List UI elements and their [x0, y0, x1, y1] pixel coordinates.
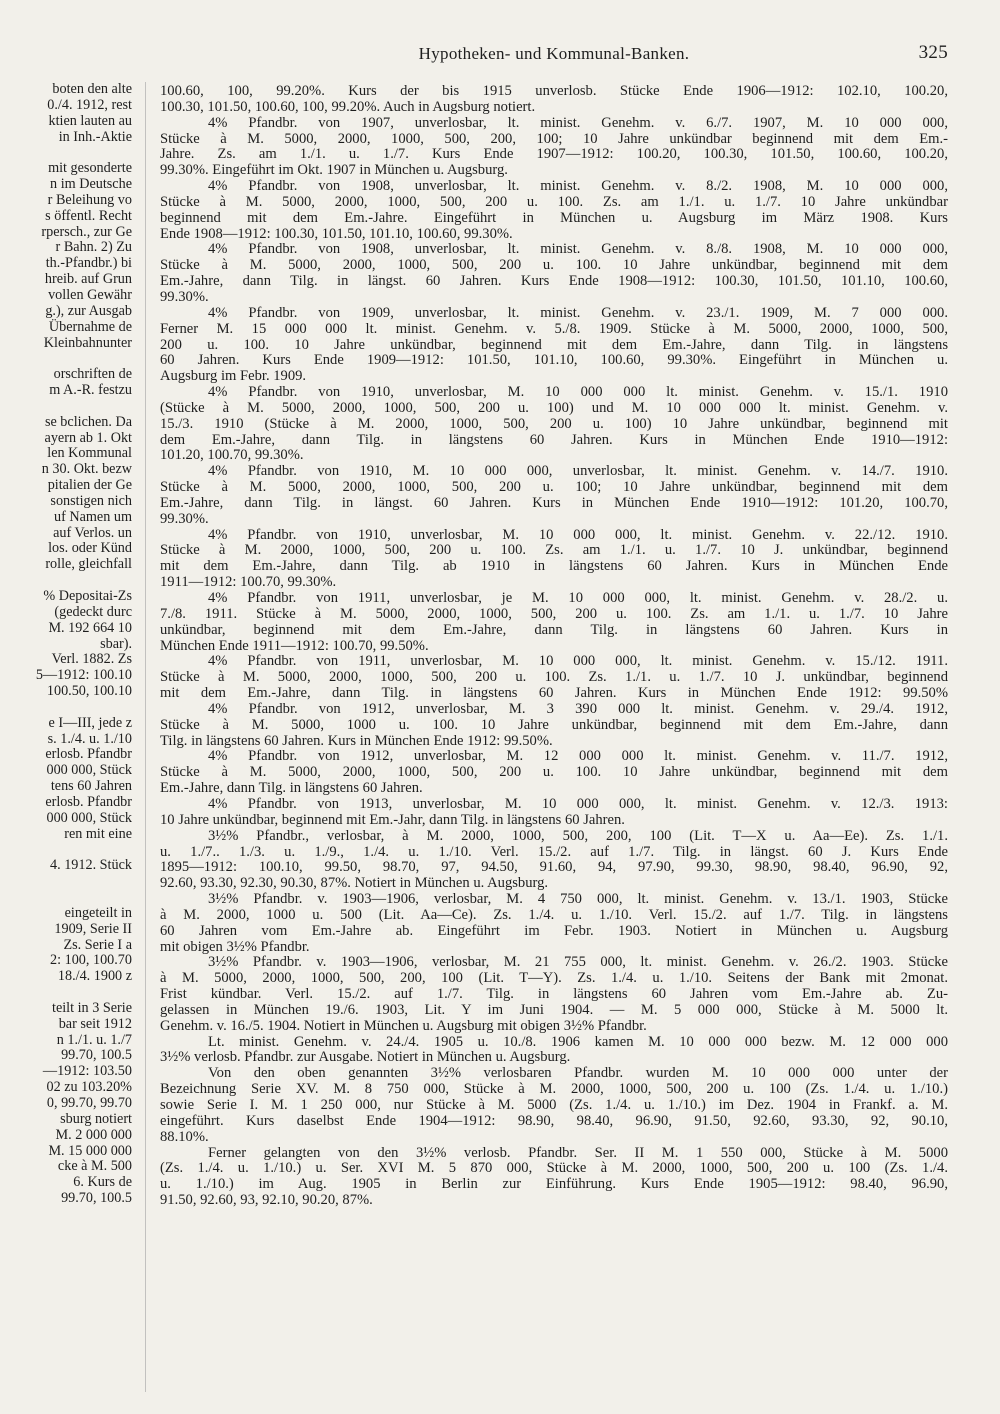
fragment-line: pitalien der Ge: [47, 477, 132, 494]
fragment-line: 0, 99.70, 99.70: [46, 1095, 132, 1111]
text-line: Ferner gelangten von den 3½% verlosb. Pfandbr. Ser. II M. 1 550 000, Stücke à M. 5000: [208, 1145, 948, 1161]
fragment-line: 100.50, 100.10: [46, 683, 132, 700]
fragment-line: r Beleihung vo: [47, 191, 132, 208]
text-line: Ende 1908—1912: 100.30, 101.50, 101.10, 100.60, 99.30%.: [160, 226, 513, 242]
fragment-line: [0, 874, 136, 890]
fragment-line: sburg notiert: [60, 1110, 132, 1127]
text-line: à M. 5000, 2000, 1000, 500, 200, 100 (Lit. T—Y). Zs. 1./4. u. 1./10. Seitens der Bank mit 2monat.: [160, 971, 948, 987]
text-line: dem Em.-Jahre, dann Tilg. in längstens 60 Jahren. Kurs in München Ende 1910—1912:: [160, 432, 948, 448]
text-line: 10 Jahre unkündbar, beginnend mit Em.-Jahr, dann Tilg. in längstens 60 Jahren.: [160, 812, 625, 828]
text-line: 4% Pfandbr. von 1912, unverlosbar, M. 3 390 000 lt. minist. Genehm. v. 29./4. 1912,: [208, 701, 948, 717]
fragment-line: [0, 573, 136, 589]
text-line: Bezeichnung Serie XV. M. 8 750 000, Stücke à M. 2000, 1000, 500, 200 u. 100 (Zs. 1./4. u. 1./10.): [160, 1082, 948, 1098]
fragment-line: boten den alte: [52, 82, 132, 97]
fragment-line: Verl. 1882. Zs: [51, 651, 132, 668]
text-line: 60 Jahren vom Em.-Jahre ab. Eingeführt im Febr. 1903. Notiert in München u. Augsburg: [160, 923, 948, 939]
text-line: Em.-Jahre, dann Tilg. in längstens 60 Jahren.: [160, 781, 423, 797]
text-line: mit dem Em.-Jahre, dann Tilg. ab 1910 in längstens 60 Jahren. Kurs in München Ende: [160, 559, 948, 575]
fragment-line: [0, 700, 136, 716]
text-line: unkündbar, beginnend mit dem Em.-Jahre, dann Tilg. in längstens 60 Jahren. Kurs in: [160, 622, 948, 638]
text-line: 101.20, 100.70, 99.30%.: [160, 448, 304, 464]
text-line: 1895—1912: 100.10, 99.50, 98.70, 97, 94.50, 91.60, 94, 97.90, 99.30, 98.90, 98.40, 96.90, 92,: [160, 860, 948, 876]
fragment-line: —1912: 103.50: [42, 1063, 132, 1080]
fragment-line: len Kommunal: [47, 445, 132, 462]
fragment-line: teilt in 3 Serie: [52, 999, 132, 1016]
text-line: 200 u. 100. 10 Jahre unkündbar, beginnend mit dem Em.-Jahre, dann Tilg. in längstens: [160, 337, 948, 353]
text-line: Augsburg im Febr. 1909.: [160, 369, 307, 385]
fragment-line: 0./4. 1912, rest: [47, 96, 132, 113]
text-line: Frist kündbar. Verl. 15./2. auf 1./7. Tilg. in längstens 60 Jahren vom Em.-Jahre ab. Zu-: [160, 987, 948, 1003]
fragment-line: th.-Pfandbr.) bi: [45, 255, 132, 272]
text-line: 99.30%.: [160, 511, 209, 527]
page-title: Hypotheken- und Kommunal-Banken.: [418, 44, 690, 63]
text-line: beginnend mit dem Em.-Jahre. Eingeführt in München u. Augsburg im März 1908. Kurs: [160, 210, 948, 226]
text-line: 4% Pfandbr. von 1908, unverlosbar, lt. minist. Genehm. v. 8./2. 1908, M. 10 000 000,: [208, 179, 948, 195]
text-line: 3½% Pfandbr. v. 1903—1906, verlosbar, M. 21 755 000, lt. minist. Genehm. v. 26./2. 1903. Stücke: [208, 955, 948, 971]
fragment-line: 5—1912: 100.10: [35, 667, 132, 684]
fragment-line: M. 15 000 000: [48, 1142, 132, 1159]
fragment-line: ktien lauten au: [48, 112, 132, 129]
text-line: 7./8. 1911. Stücke à M. 5000, 2000, 1000, 500, 200 u. 100. Zs. am 1./1. u. 1./7. 10 Jahre: [160, 606, 948, 622]
text-line: 15./3. 1910 (Stücke à M. 2000, 1000, 500, 200 u. 100) 10 Jahre unkündbar, beginnend mit: [160, 416, 948, 432]
text-line: 4% Pfandbr. von 1910, M. 10 000 000, unverlosbar, lt. minist. Genehm. v. 14./7. 1910.: [208, 464, 948, 480]
fragment-line: r Bahn. 2) Zu: [55, 239, 132, 256]
text-line: 4% Pfandbr. von 1913, unverlosbar, M. 10 000 000, lt. minist. Genehm. v. 12./3. 1913:: [208, 796, 948, 812]
fragment-line: mit gesonderte: [48, 160, 132, 177]
text-line: u. 1./10.) im Aug. 1905 in Berlin zur Einführung. Kurs Ende 1905—1912: 98.40, 96.90,: [160, 1177, 948, 1193]
fragment-line: [0, 145, 136, 161]
text-line: Jahre. Zs. am 1./1. u. 1./7. Kurs Ende 1907—1912: 100.20, 100.30, 101.50, 100.60, 100.20,: [160, 147, 948, 163]
fragment-line: 1909, Serie II: [54, 920, 132, 937]
fragment-line: cke à M. 500: [57, 1158, 132, 1175]
text-line: 4% Pfandbr. von 1909, unverlosbar, lt. minist. Genehm. v. 23./1. 1909, M. 7 000 000.: [208, 305, 948, 321]
text-line: 3½% verlosb. Pfandbr. zur Ausgabe. Notiert in München u. Augsburg.: [160, 1050, 571, 1066]
fragment-line: ren mit eine: [64, 825, 132, 842]
fragment-line: sbar).: [100, 635, 132, 652]
fragment-line: 99.70, 100.5: [61, 1190, 132, 1207]
page-number: 325: [918, 42, 948, 63]
fragment-line: e I—III, jede z: [48, 714, 132, 731]
text-line: eingeführt. Kurs daselbst Ende 1904—1912: 98.90, 98.40, 96.90, 91.50, 92.60, 93.30, 92, 90.10,: [160, 1113, 948, 1129]
text-line: gelassen in München 19./6. 1903, Lit. Y im Juni 1904. — M. 5 000 000, Stücke à M. 5000 lt.: [160, 1002, 948, 1018]
gutter-divider: [145, 82, 146, 1392]
text-line: Stücke à M. 5000, 2000, 1000, 500, 200 u. 100. 10 Jahre unkündbar, beginnend mit dem: [160, 765, 948, 781]
text-line: München Ende 1911—1912: 100.70, 99.50%.: [160, 638, 429, 654]
fragment-line: [0, 399, 136, 415]
fragment-line: n 1./1. u. 1./7: [56, 1031, 132, 1048]
text-line: 4% Pfandbr. von 1911, unverlosbar, M. 10 000 000, lt. minist. Genehm. v. 15./12. 1911.: [208, 654, 948, 670]
fragment-line: vollen Gewähr: [48, 286, 132, 303]
text-line: mit obigen 3½% Pfandbr.: [160, 939, 310, 955]
text-line: 88.10%.: [160, 1129, 209, 1145]
fragment-line: sonstigen nich: [50, 492, 132, 509]
text-line: Stücke à M. 2000, 1000, 500, 200 u. 100. Zs. am 1./1. u. 1./7. 10 J. unkündbar, beginnend: [160, 543, 948, 559]
text-line: à M. 2000, 1000 u. 500 (Lit. Aa—Ce). Zs. 1./4. u. 1./10. Verl. 15./2. auf 1./7. Tilg. in längstens: [160, 907, 948, 923]
text-line: 4% Pfandbr. von 1910, unverlosbar, M. 10 000 000, lt. minist. Genehm. v. 22./12. 1910.: [208, 527, 948, 543]
fragment-line: tens 60 Jahren: [50, 778, 132, 795]
text-line: 4% Pfandbr. von 1912, unverlosbar, M. 12 000 000 lt. minist. Genehm. v. 11./7. 1912,: [208, 749, 948, 765]
fragment-line: erlosb. Pfandbr: [45, 793, 132, 810]
fragment-line: erlosb. Pfandbr: [45, 746, 132, 763]
text-line: 4% Pfandbr. von 1908, unverlosbar, lt. minist. Genehm. v. 8./8. 1908, M. 10 000 000,: [208, 242, 948, 258]
text-line: 60 Jahren. Kurs Ende 1909—1912: 101.50, 101.10, 100.60, 99.30%. Eingeführt in München u.: [160, 353, 948, 369]
text-line: (Stücke à M. 5000, 2000, 1000, 500, 200 u. 100) und M. 10 000 000 lt. minist. Genehm. v.: [160, 400, 948, 416]
running-header: [160, 40, 948, 66]
fragment-line: in Inh.-Aktie: [58, 128, 132, 145]
text-line: Stücke à M. 5000, 2000, 1000, 500, 200 u. 100. Zs. am 1./1. u. 1./7. 10 Jahre unkündbar: [160, 194, 948, 210]
text-line: Stücke à M. 5000, 2000, 1000, 500, 200, 100; 10 Jahre unkündbar beginnend mit dem Em.-: [160, 131, 948, 147]
fragment-line: se bclichen. Da: [44, 413, 132, 430]
fragment-line: M. 192 664 10: [48, 619, 132, 636]
text-line: 100.30, 101.50, 100.60, 100, 99.20%. Auch in Augsburg notiert.: [160, 99, 536, 115]
fragment-line: 000 000, Stück: [46, 762, 132, 779]
text-line: 99.30%. Eingeführt im Okt. 1907 in München u. Augsburg.: [160, 163, 508, 179]
text-line: 4% Pfandbr. von 1907, unverlosbar, lt. minist. Genehm. v. 6./7. 1907, M. 10 000 000,: [208, 115, 948, 131]
fragment-line: [0, 890, 136, 906]
fragment-line: [0, 843, 136, 859]
text-line: Lt. minist. Genehm. v. 24./4. 1905 u. 10./8. 1906 kamen M. 10 000 000 bezw. M. 12 000 000: [208, 1034, 948, 1050]
text-line: Tilg. in längstens 60 Jahren. Kurs in München Ende 1912: 99.50%.: [160, 733, 553, 749]
text-line: Stücke à M. 5000, 1000 u. 100. 10 Jahre unkündbar, beginnend mit dem Em.-Jahre, dann: [160, 717, 948, 733]
adjacent-page-fragment: [0, 82, 136, 1207]
fragment-line: hreib. auf Grun: [44, 271, 132, 288]
fragment-line: los. oder Künd: [48, 540, 132, 557]
fragment-line: auf Verlos. un: [53, 524, 132, 541]
fragment-line: Übernahme de: [48, 318, 132, 335]
text-line: 91.50, 92.60, 93, 92.10, 90.20, 87%.: [160, 1193, 373, 1209]
fragment-line: [0, 985, 136, 1001]
text-line: 1911—1912: 100.70, 99.30%.: [160, 575, 337, 591]
fragment-line: [0, 351, 136, 367]
text-line: 3½% Pfandbr. v. 1903—1906, verlosbar, M. 4 750 000, lt. minist. Genehm. v. 13./1. 1903, Stücke: [208, 892, 948, 908]
fragment-line: 99.70, 100.5: [61, 1047, 132, 1064]
fragment-line: Zs. Serie I a: [63, 936, 132, 953]
text-line: 99.30%.: [160, 289, 209, 305]
fragment-line: s öffentl. Recht: [45, 207, 132, 224]
fragment-line: 4. 1912. Stück: [50, 857, 132, 874]
fragment-line: ayern ab 1. Okt: [44, 429, 132, 446]
text-line: Genehm. v. 16./5. 1904. Notiert in München u. Augsburg mit obigen 3½% Pfandbr.: [160, 1018, 647, 1034]
fragment-line: m A.-R. festzu: [49, 382, 132, 399]
fragment-line: Kleinbahnunter: [43, 334, 132, 351]
text-line: 4% Pfandbr. von 1910, unverlosbar, M. 10 000 000 lt. minist. Genehm. v. 15./1. 1910: [208, 385, 948, 401]
fragment-line: M. 2 000 000: [55, 1126, 132, 1143]
text-line: 4% Pfandbr. von 1911, unverlosbar, je M. 10 000 000, lt. minist. Genehm. v. 28./2. u.: [208, 591, 948, 606]
text-line: Von den oben genannten 3½% verlosbaren Pfandbr. wurden M. 10 000 000 unter der: [208, 1066, 948, 1082]
fragment-line: n im Deutsche: [50, 176, 132, 193]
text-line: Ferner M. 15 000 000 lt. minist. Genehm. v. 5./8. 1909. Stücke à M. 5000, 2000, 1000, 500,: [160, 321, 948, 337]
fragment-line: n 30. Okt. bezw: [41, 461, 132, 478]
text-line: 92.60, 93.30, 92.30, 90.30, 87%. Notiert in München u. Augsburg.: [160, 876, 549, 892]
fragment-line: rpersch., zur Ge: [41, 223, 132, 240]
fragment-line: bar seit 1912: [58, 1015, 132, 1032]
text-line: u. 1./7.. 1./3. u. 1./9., 1./4. u. 1./10. Verl. 15./2. auf 1./7. Tilg. in längst. 60 J. Kurs Ende: [160, 844, 948, 860]
fragment-line: 18./4. 1900 z: [57, 968, 132, 985]
fragment-line: 6. Kurs de: [73, 1174, 132, 1191]
text-line: Stücke à M. 5000, 2000, 1000, 500, 200 u. 100. 10 Jahre unkündbar, beginnend mit dem: [160, 258, 948, 274]
text-line: Em.-Jahre, dann Tilg. in längst. 60 Jahren. Kurs Ende 1908—1912: 100.30, 101.50, 101.10, 100.60,: [160, 274, 948, 290]
text-line: mit dem Em.-Jahre, dann Tilg. in längstens 60 Jahren. Kurs in München Ende 1912: 99.50%: [160, 686, 948, 702]
text-line: 3½% Pfandbr., verlosbar, à M. 2000, 1000, 500, 200, 100 (Lit. T—X u. Aa—Ee). Zs. 1./1.: [208, 828, 948, 844]
text-line: 100.60, 100, 99.20%. Kurs der bis 1915 unverlosb. Stücke Ende 1906—1912: 102.10, 100.20,: [160, 84, 948, 99]
fragment-line: % Depositai-Zs: [43, 588, 132, 604]
text-line: sowie Serie I. M. 1 250 000, nur Stücke à M. 5000 (Zs. 1./4. u. 1./10.) im Dez. 1904 in Frankf. a. M.: [160, 1098, 948, 1113]
text-line: Stücke à M. 5000, 2000, 1000, 500, 200 u. 100. Zs. 1./1. u. 1./7. 10 J. unkündbar, beginnend: [160, 670, 948, 686]
fragment-line: s. 1./4. u. 1./10: [47, 730, 132, 747]
fragment-line: 2: 100, 100.70: [50, 952, 132, 969]
body-text: [160, 84, 948, 1209]
fragment-line: uf Namen um: [53, 508, 132, 525]
fragment-line: (gedeckt durc: [54, 603, 132, 620]
fragment-line: g.), zur Ausgab: [45, 302, 132, 319]
fragment-line: eingeteilt in: [64, 904, 132, 921]
fragment-line: orschriften de: [53, 366, 132, 383]
text-line: (Zs. 1./4. u. 1./10.) u. Ser. XVI M. 5 870 000, Stücke à M. 2000, 1000, 500, 200 u. 100 (Zs. 1./4.: [160, 1161, 948, 1177]
fragment-line: rolle, gleichfall: [45, 556, 132, 573]
text-line: Em.-Jahre, dann Tilg. in längst. 60 Jahren. Kurs in München Ende 1910—1912: 101.20, 100.70,: [160, 495, 948, 511]
text-line: Stücke à M. 5000, 2000, 1000, 500, 200 u. 100; 10 Jahre unkündbar, beginnend mit dem: [160, 480, 948, 496]
fragment-line: 000 000, Stück: [46, 809, 132, 826]
fragment-line: 02 zu 103.20%: [46, 1079, 132, 1096]
